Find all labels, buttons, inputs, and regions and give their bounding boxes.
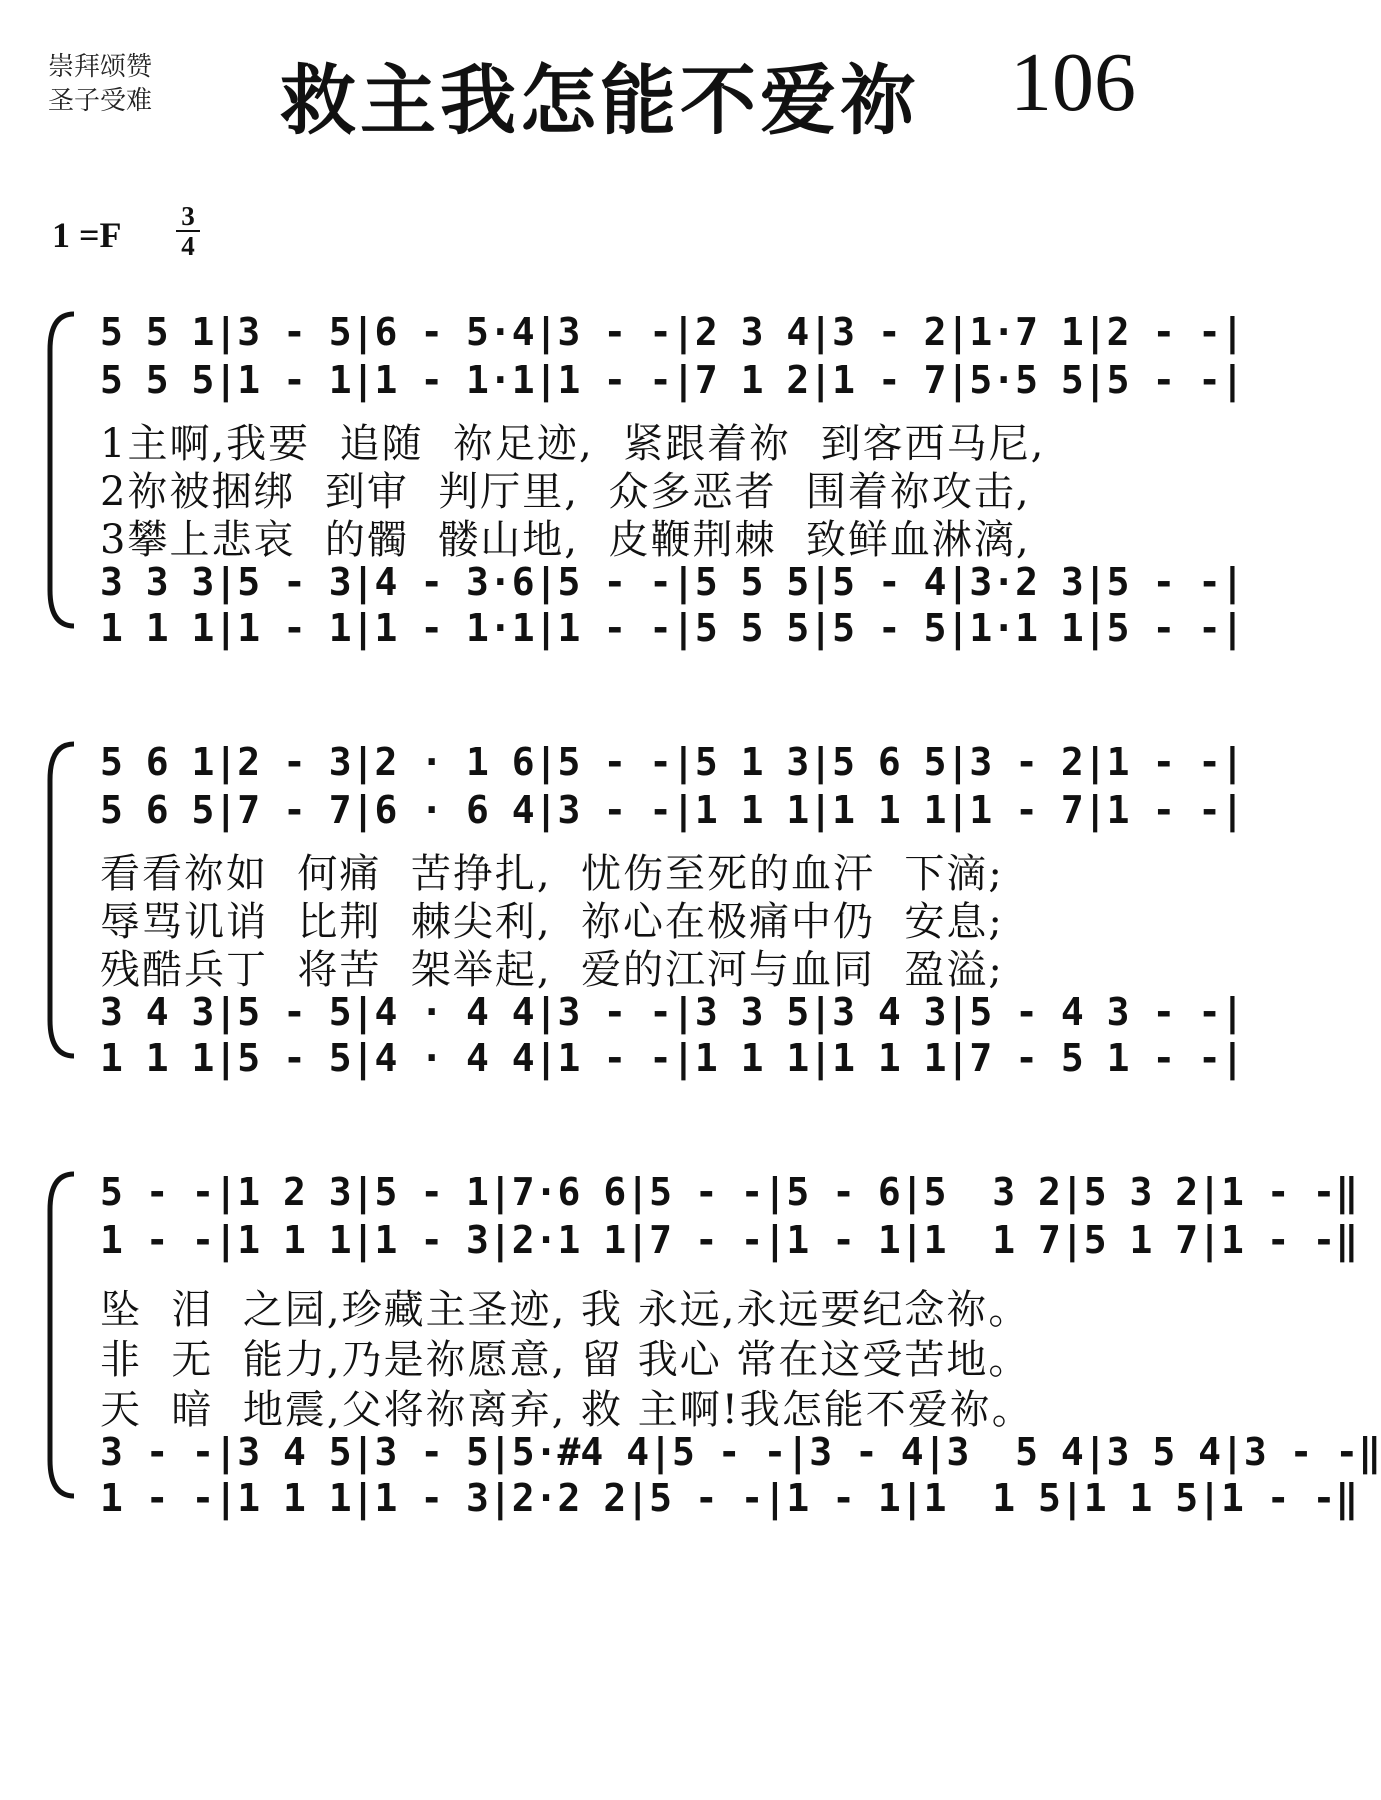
alto-line: 1 - -|1 1 1|1 - 3|2·1 1|7 - -|1 - 1|1 1 7|5 1 7|1 - -‖ [100,1218,1359,1262]
alto-line: 5 6 5|7 - 7|6 · 6 4|3 - -|1 1 1|1 1 1|1 - 7|1 - -| [100,788,1244,832]
bass-line: 1 1 1|5 - 5|4 · 4 4|1 - -|1 1 1|1 1 1|7 - 5 1 - -| [100,1036,1244,1080]
system-brace-icon [40,1170,80,1500]
tenor-line: 3 3 3|5 - 3|4 - 3·6|5 - -|5 5 5|5 - 4|3·2 3|5 - -| [100,560,1244,604]
soprano-line: 5 6 1|2 - 3|2 · 1 6|5 - -|5 1 3|5 6 5|3 - 2|1 - -| [100,740,1244,784]
hymn-category [48,50,208,118]
soprano-line: 5 5 1|3 - 5|6 - 5·4|3 - -|2 3 4|3 - 2|1·7 1|2 - -| [100,310,1244,354]
music-system-3 [0,1160,1381,1520]
bass-line: 1 1 1|1 - 1|1 - 1·1|1 - -|5 5 5|5 - 5|1·1 1|5 - -| [100,606,1244,650]
time-signature-bottom: 4 [176,230,200,260]
lyrics-verse-3: 残酷兵丁 将苦 架举起, 爱的江河与血同 盈溢; [100,947,1004,993]
time-signature-top: 3 [181,201,195,231]
alto-line: 5 5 5|1 - 1|1 - 1·1|1 - -|7 1 2|1 - 7|5·5 5|5 - -| [100,358,1244,402]
lyrics-verse-1: 看看祢如 何痛 苦挣扎, 忧伤至死的血汗 下滴; [100,851,1004,897]
lyrics-verse-1: 1主啊,我要 追随 祢足迹, 紧跟着祢 到客西马尼, [100,421,1046,467]
hymn-title: 救主我怎能不爱祢 [280,56,920,145]
lyrics-verse-3: 天 暗 地震,父将祢离弃, 救 主啊!我怎能不爱祢。 [100,1387,1034,1433]
soprano-line: 5 - -|1 2 3|5 - 1|7·6 6|5 - -|5 - 6|5 3 2|5 3 2|1 - -‖ [100,1170,1359,1214]
category-line-1: 崇拜颂赞 [48,52,153,82]
lyrics-verse-2: 非 无 能力,乃是祢愿意, 留 我心 常在这受苦地。 [100,1337,1031,1383]
system-brace-icon [40,310,80,630]
lyrics-verse-2: 2祢被捆绑 到审 判厅里, 众多恶者 围着祢攻击, [100,469,1031,515]
lyrics-verse-3: 3攀上悲哀 的髑 髅山地, 皮鞭荆棘 致鲜血淋漓, [100,517,1031,563]
category-line-2: 圣子受难 [48,86,153,116]
lyrics-verse-1: 坠 泪 之园,珍藏主圣迹, 我 永远,永远要纪念祢。 [100,1287,1031,1333]
music-system-2 [0,730,1244,1080]
tenor-line: 3 - -|3 4 5|3 - 5|5·#4 4|5 - -|3 - 4|3 5 4|3 5 4|3 - -‖ [100,1430,1381,1474]
hymn-number: 106 [1010,36,1136,129]
system-brace-icon [40,740,80,1060]
key-signature: 1 =F [52,215,122,255]
tenor-line: 3 4 3|5 - 5|4 · 4 4|3 - -|3 3 5|3 4 3|5 - 4 3 - -| [100,990,1244,1034]
music-system-1 [0,300,1244,650]
lyrics-verse-2: 辱骂讥诮 比荆 棘尖利, 祢心在极痛中仍 安息; [100,899,1004,945]
bass-line: 1 - -|1 1 1|1 - 3|2·2 2|5 - -|1 - 1|1 1 5|1 1 5|1 - -‖ [100,1476,1359,1520]
time-signature [176,202,200,260]
